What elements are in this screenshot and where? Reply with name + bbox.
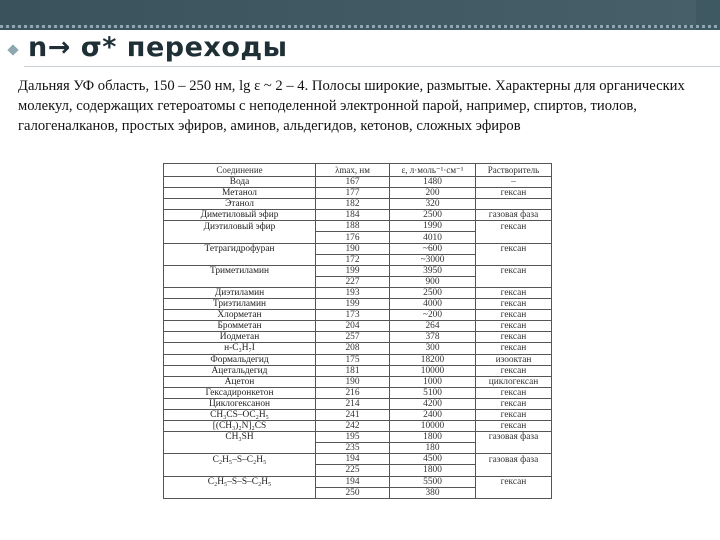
solvent-cell: гексан <box>476 398 552 409</box>
table-row <box>164 476 552 487</box>
epsilon-cell: 900 <box>390 276 476 287</box>
solvent-cell: гексан <box>476 421 552 432</box>
compound-cell: Гексадиронкетон <box>164 387 316 398</box>
title-divider <box>24 66 720 67</box>
solvent-cell: гексан <box>476 387 552 398</box>
compound-cell <box>164 276 316 287</box>
table-header-row <box>164 164 552 177</box>
table-row <box>164 321 552 332</box>
table-row <box>164 443 552 454</box>
epsilon-cell: 300 <box>390 343 476 354</box>
solvent-cell: гексан <box>476 332 552 343</box>
table-row <box>164 221 552 232</box>
lambda-cell: 173 <box>316 310 390 321</box>
compound-cell: Триметиламин <box>164 265 316 276</box>
solvent-cell <box>476 254 552 265</box>
table-row <box>164 454 552 465</box>
table-row <box>164 243 552 254</box>
table-row <box>164 299 552 310</box>
lambda-cell: 190 <box>316 243 390 254</box>
solvent-cell <box>476 276 552 287</box>
lambda-cell: 193 <box>316 287 390 298</box>
lambda-cell: 257 <box>316 332 390 343</box>
epsilon-cell: ~200 <box>390 310 476 321</box>
solvent-cell: гексан <box>476 265 552 276</box>
epsilon-cell: ~600 <box>390 243 476 254</box>
compound-cell: Хлорметан <box>164 310 316 321</box>
epsilon-cell: 1990 <box>390 221 476 232</box>
epsilon-cell: 3950 <box>390 265 476 276</box>
epsilon-cell: 1000 <box>390 376 476 387</box>
epsilon-cell: 264 <box>390 321 476 332</box>
lambda-cell: 241 <box>316 409 390 420</box>
table-row <box>164 409 552 420</box>
lambda-cell: 199 <box>316 299 390 310</box>
header-solvent: Растворитель <box>476 164 552 177</box>
compound-cell <box>164 254 316 265</box>
solvent-cell: гексан <box>476 287 552 298</box>
solvent-cell: гексан <box>476 188 552 199</box>
solvent-cell: газовая фаза <box>476 432 552 443</box>
header-epsilon: ε, л·моль⁻¹·см⁻¹ <box>390 164 476 177</box>
compound-cell: Ацетон <box>164 376 316 387</box>
epsilon-cell: 1480 <box>390 177 476 188</box>
epsilon-cell: 180 <box>390 443 476 454</box>
compound-cell: Диэтиламин <box>164 287 316 298</box>
compound-cell: Формальдегид <box>164 354 316 365</box>
solvent-cell: гексан <box>476 409 552 420</box>
solvent-cell: газовая фаза <box>476 454 552 465</box>
table-row <box>164 365 552 376</box>
epsilon-cell: 378 <box>390 332 476 343</box>
slide-title: n→ σ* переходы <box>28 32 288 63</box>
slide-body-text: Дальняя УФ область, 150 – 250 нм, lg ε ~ 2 – 4. Полосы широкие, размытые. Характерны для органических молекул, содержащих гетероатомы с неподеленной электронной парой, например, спиртов, тиолов, галогеналканов, простых эфиров, аминов, альдегидов, кетонов, сложных эфиров <box>18 78 685 134</box>
table-row <box>164 199 552 210</box>
compound-cell: Тетрагидрофуран <box>164 243 316 254</box>
epsilon-cell: 18200 <box>390 354 476 365</box>
compound-cell: C₂H₅–S–S–C₂H₅ <box>164 476 316 487</box>
table-row <box>164 210 552 221</box>
solvent-cell: циклогексан <box>476 376 552 387</box>
table-row <box>164 287 552 298</box>
epsilon-cell: 5500 <box>390 476 476 487</box>
header-compound: Соединение <box>164 164 316 177</box>
lambda-cell: 250 <box>316 487 390 498</box>
lambda-cell: 167 <box>316 177 390 188</box>
epsilon-cell: 4010 <box>390 232 476 243</box>
epsilon-cell: 2500 <box>390 287 476 298</box>
compound-cell <box>164 487 316 498</box>
lambda-cell: 176 <box>316 232 390 243</box>
compound-cell: Этанол <box>164 199 316 210</box>
lambda-cell: 175 <box>316 354 390 365</box>
lambda-cell: 235 <box>316 443 390 454</box>
lambda-cell: 181 <box>316 365 390 376</box>
lambda-cell: 199 <box>316 265 390 276</box>
table-row <box>164 310 552 321</box>
compound-cell <box>164 465 316 476</box>
header-lambda: λmax, нм <box>316 164 390 177</box>
solvent-cell <box>476 443 552 454</box>
compound-cell: Иодметан <box>164 332 316 343</box>
compound-cell: Диметиловый эфир <box>164 210 316 221</box>
top-bar-stripe <box>0 25 720 28</box>
compound-cell: [(CH₃)₂N]₂CS <box>164 421 316 432</box>
epsilon-cell: ~3000 <box>390 254 476 265</box>
table-row <box>164 465 552 476</box>
compound-cell: CH₃SH <box>164 432 316 443</box>
table-row <box>164 276 552 287</box>
epsilon-cell: 10000 <box>390 365 476 376</box>
table-row <box>164 332 552 343</box>
compound-cell: Вода <box>164 177 316 188</box>
compound-cell: Триэтиламин <box>164 299 316 310</box>
compound-cell: н-C₃H₇I <box>164 343 316 354</box>
compound-cell <box>164 232 316 243</box>
data-table-container <box>163 163 551 499</box>
lambda-cell: 216 <box>316 387 390 398</box>
lambda-cell: 208 <box>316 343 390 354</box>
epsilon-cell: 2500 <box>390 210 476 221</box>
compound-cell: Ацетальдегид <box>164 365 316 376</box>
solvent-cell <box>476 487 552 498</box>
table-row <box>164 487 552 498</box>
table-row <box>164 354 552 365</box>
lambda-cell: 214 <box>316 398 390 409</box>
epsilon-cell: 200 <box>390 188 476 199</box>
solvent-cell <box>476 232 552 243</box>
lambda-cell: 190 <box>316 376 390 387</box>
epsilon-cell: 1800 <box>390 432 476 443</box>
epsilon-cell: 10000 <box>390 421 476 432</box>
table-row <box>164 177 552 188</box>
table-row <box>164 432 552 443</box>
compound-cell: Диэтиловый эфир <box>164 221 316 232</box>
lambda-cell: 204 <box>316 321 390 332</box>
epsilon-cell: 2400 <box>390 409 476 420</box>
compound-cell: Бромметан <box>164 321 316 332</box>
solvent-cell: гексан <box>476 243 552 254</box>
solvent-cell <box>476 199 552 210</box>
solvent-cell: гексан <box>476 221 552 232</box>
epsilon-cell: 4200 <box>390 398 476 409</box>
compound-cell: Метанол <box>164 188 316 199</box>
solvent-cell: гексан <box>476 476 552 487</box>
compound-cell: C₂H₅–S–C₂H₅ <box>164 454 316 465</box>
lambda-cell: 172 <box>316 254 390 265</box>
lambda-cell: 225 <box>316 465 390 476</box>
epsilon-cell: 380 <box>390 487 476 498</box>
lambda-cell: 242 <box>316 421 390 432</box>
lambda-cell: 177 <box>316 188 390 199</box>
lambda-cell: 182 <box>316 199 390 210</box>
table-row <box>164 188 552 199</box>
compound-cell: Циклогексанон <box>164 398 316 409</box>
lambda-cell: 195 <box>316 432 390 443</box>
solvent-cell <box>476 465 552 476</box>
table-row <box>164 421 552 432</box>
epsilon-cell: 1800 <box>390 465 476 476</box>
lambda-cell: 227 <box>316 276 390 287</box>
lambda-cell: 194 <box>316 476 390 487</box>
table-row <box>164 254 552 265</box>
table-row <box>164 343 552 354</box>
compound-cell <box>164 443 316 454</box>
table-row <box>164 376 552 387</box>
solvent-cell: газовая фаза <box>476 210 552 221</box>
lambda-cell: 184 <box>316 210 390 221</box>
solvent-cell: гексан <box>476 299 552 310</box>
solvent-cell: гексан <box>476 343 552 354</box>
title-bullet-icon <box>7 44 18 55</box>
table-row <box>164 398 552 409</box>
epsilon-cell: 5100 <box>390 387 476 398</box>
solvent-cell: гексан <box>476 310 552 321</box>
table-row <box>164 232 552 243</box>
solvent-cell: гексан <box>476 321 552 332</box>
compound-cell: CH₃CS–OC₂H₅ <box>164 409 316 420</box>
lambda-cell: 188 <box>316 221 390 232</box>
epsilon-cell: 320 <box>390 199 476 210</box>
solvent-cell: – <box>476 177 552 188</box>
lambda-cell: 194 <box>316 454 390 465</box>
epsilon-cell: 4500 <box>390 454 476 465</box>
solvent-cell: изооктан <box>476 354 552 365</box>
epsilon-cell: 4000 <box>390 299 476 310</box>
table-row <box>164 265 552 276</box>
transitions-table <box>163 163 552 499</box>
table-row <box>164 387 552 398</box>
slide-top-bar <box>0 0 720 30</box>
solvent-cell: гексан <box>476 365 552 376</box>
